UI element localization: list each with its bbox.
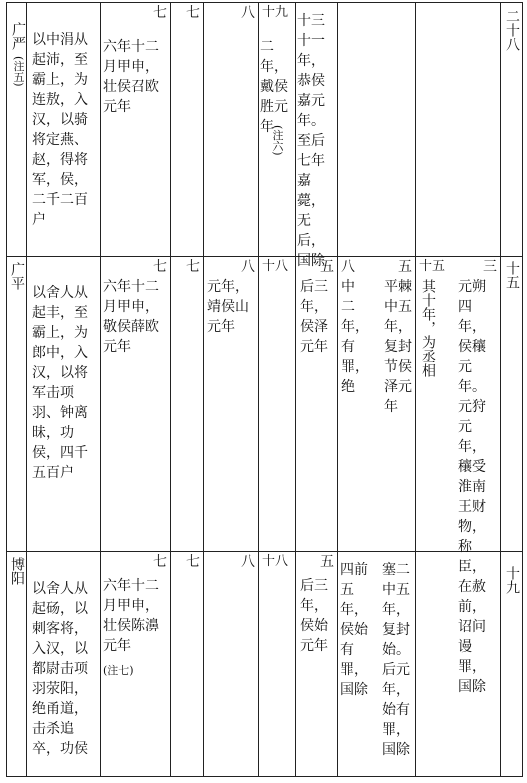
row2-huidi-years: 七 [186, 259, 200, 275]
row2-rank-col [501, 257, 522, 551]
row1-state-name [7, 22, 26, 142]
row1-huidi-col [171, 3, 203, 256]
row2-jingdi-text-a: 中二年，有罪，绝 [341, 279, 369, 395]
row1-gaozu-col [101, 3, 170, 256]
row1-huidi-years: 七 [186, 5, 200, 21]
row2-gaozu-years: 七 [153, 259, 167, 275]
row3-wendi-years: 十八 [262, 554, 289, 569]
row1-rank: 二十八 [504, 9, 520, 51]
row2-jingdi-years-b: 五 [398, 259, 412, 275]
row2-gaozu-text: 六年十二月甲申，敬侯薛欧元年 [103, 279, 159, 355]
row3-gaozu-col [101, 552, 170, 776]
row1-state-note: (注五) [12, 56, 25, 87]
row2-wudi-text: 元朔四年，侯穰元年。元狩元年，穰受淮南王财物，称臣，在赦前，诏问谩罪，国除 [458, 279, 486, 695]
row2-wendi-years: 十八 [262, 259, 289, 274]
row1-gaozu-text: 六年十二月甲申，壮侯召欧元年 [103, 39, 159, 115]
column-divider [522, 2, 523, 777]
row2-huidi-col [171, 257, 203, 551]
row3-gaozu-note: (注七) [103, 664, 134, 677]
row3-later-wendi-years: 五 [320, 554, 334, 570]
row3-jingdi-text-a: 四前五年，侯始有罪，国除 [340, 562, 368, 698]
row3-merit-description: 以舍人从起砀，以刺客将，入汉，以都尉击项羽荥阳，绝甬道，击杀追卒，功侯 [32, 581, 88, 757]
row3-gaozu-years: 七 [153, 554, 167, 570]
row2-wudi-side-note: 其十年，为丞相 [420, 279, 436, 377]
row1-gaozu-years: 七 [153, 5, 167, 21]
row2-rank: 十五 [504, 261, 520, 289]
row1-rank-col [501, 3, 522, 256]
row2-jingdi-years-a: 八 [341, 259, 355, 275]
row3-state-name [7, 557, 26, 617]
row3-wendi-col [259, 552, 295, 776]
row1-empress-lu-years: 八 [241, 5, 255, 21]
row3-huidi-years: 七 [186, 554, 200, 570]
row2-state-name [7, 262, 26, 322]
row2-jingdi-text-b: 平棘中五年，复封节侯泽元年 [384, 279, 412, 415]
row3-empress-lu-years: 八 [241, 554, 255, 570]
row3-jingdi-text-b: 塞二中五年，复封始。后元年，始有罪，国除 [382, 562, 410, 758]
row2-later-wendi-years: 五 [320, 259, 334, 275]
row2-later-wendi-col [296, 257, 337, 551]
row1-later-wendi-text: 十三十一年，恭侯嘉元年。至后七年嘉薨，无后，国除 [297, 13, 325, 269]
row1-state-name-text: 广严 [10, 22, 26, 50]
row1-wendi-col [259, 3, 295, 256]
row3-later-wendi-text: 后三年，侯始元年 [300, 578, 328, 654]
row3-state-name-text: 博阳 [9, 557, 25, 585]
row3-empress-lu-col [204, 552, 258, 776]
row1-wendi-years: 十九 [262, 5, 289, 20]
column-divider [26, 2, 27, 777]
row3-later-wendi-col [296, 552, 337, 776]
row3-rank: 十九 [504, 566, 520, 594]
row2-empress-lu-years: 八 [241, 259, 255, 275]
row2-merit-description: 以舍人从起丰，至霸上，为郎中，入汉，以将军击项羽、钟离昧，功侯，四千五百户 [32, 285, 88, 481]
row2-wudi-years-a: 十五 [419, 259, 446, 274]
row2-wendi-col [259, 257, 295, 551]
row2-empress-lu-col [204, 257, 258, 551]
row2-wudi-col [416, 257, 500, 695]
row1-merit-description: 以中涓从起沛，至霸上，为连敖，入汉，以骑将定燕、赵，得将军，侯，二千二百户 [32, 32, 88, 228]
row3-rank-col [501, 552, 522, 776]
row1-wendi-note: (注六) [271, 125, 284, 156]
row2-jingdi-col [338, 257, 415, 551]
row2-later-wendi-text: 后三年，侯泽元年 [300, 279, 328, 355]
row3-huidi-col [171, 552, 203, 776]
row3-gaozu-text: 六年十二月甲申，壮侯陈濞元年 [103, 578, 159, 654]
row2-gaozu-col [101, 257, 170, 551]
row2-empress-lu-text: 元年，靖侯山元年 [207, 279, 249, 335]
row2-state-name-text: 广平 [9, 262, 25, 290]
row3-jingdi-col [338, 552, 415, 776]
table-bottom-border [6, 776, 523, 777]
row1-wendi-text: 二年，戴侯胜元年 [260, 39, 288, 135]
row1-empress-lu-col [204, 3, 258, 256]
row2-wudi-years-b: 三 [483, 259, 497, 275]
